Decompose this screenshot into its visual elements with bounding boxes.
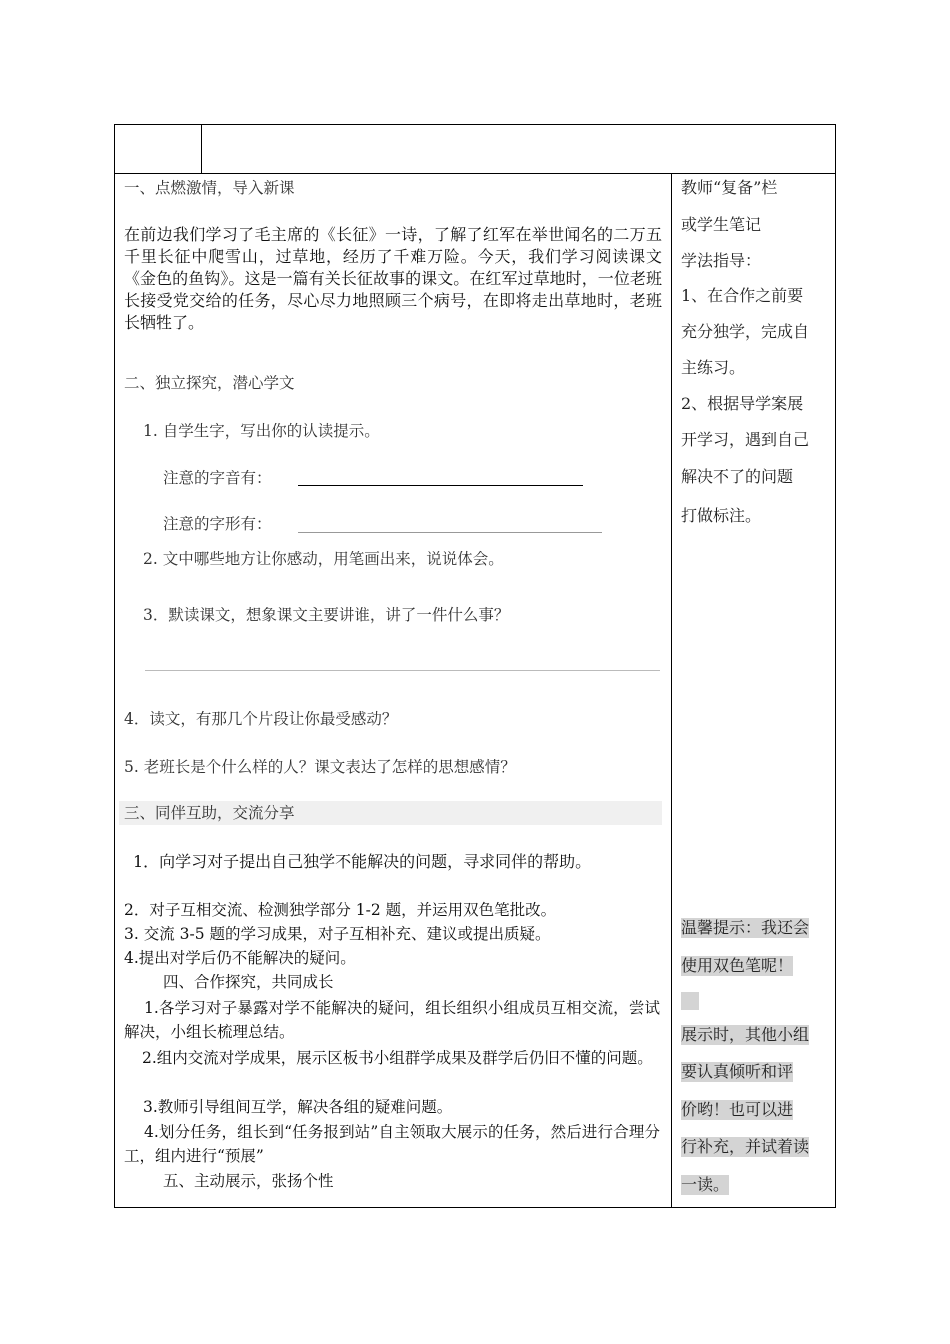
show-line-5: 一读。 <box>681 1175 730 1194</box>
sidebar-line-8: 开学习，遇到自己 <box>681 430 810 449</box>
section-3-item-3: 3. 交流 3-5 题的学习成果，对子互相补充、建议或提出质疑。 <box>124 925 551 943</box>
header-right-cell <box>206 128 826 168</box>
question-3: 3．默读课文，想象课文主要讲谁，讲了一件什么事？ <box>143 606 510 624</box>
question-1-shape-label: 注意的字形有： <box>163 515 272 533</box>
sidebar-line-7: 2、根据导学案展 <box>681 394 804 413</box>
table-border-right <box>835 124 836 1208</box>
table-border-left <box>114 124 115 1208</box>
question-3-answer-line[interactable] <box>145 670 660 671</box>
section-4-item-3: 3.教师引导组间互学，解决各组的疑难问题。 <box>143 1098 453 1116</box>
highlight-block <box>681 992 699 1010</box>
section-1-title: 一、点燃激情，导入新课 <box>124 179 295 197</box>
question-5: 5. 老班长是个什么样的人？课文表达了怎样的思想感情？ <box>124 758 516 776</box>
header-cell-divider <box>201 124 202 174</box>
section-4-item-2: 2.组内交流对学成果，展示区板书小组群学成果及群学后仍旧不懂的问题。 <box>142 1049 653 1067</box>
tip-line-2: 使用双色笔呢！ <box>681 956 794 975</box>
sidebar-line-9: 解决不了的问题 <box>681 467 794 486</box>
section-4-item-1: 1.各学习对子暴露对学不能解决的疑问，组长组织小组成员互相交流，尝试解决，小组长梳理总结。 <box>124 999 660 1041</box>
section-5-title: 五、主动展示，张扬个性 <box>163 1172 334 1190</box>
show-line-2: 要认真倾听和评 <box>681 1062 794 1081</box>
question-1-pronunciation-label: 注意的字音有： <box>163 469 272 487</box>
section-1-intro: 在前边我们学习了毛主席的《长征》一诗，了解了红军在举世闻名的二万五千里长征中爬雪山，过草地，经历了千难万险。今天，我们学习阅读课文《金色的鱼钩》。这是一篇有关长征故事的课文。在红军过草地时，一位老班长接受党交给的任务，尽心尽力地照顾三个病号，在即将走出草地时，老班长牺牲了。 <box>124 225 662 332</box>
section-4-title: 四、合作探究，共同成长 <box>163 973 334 991</box>
sidebar-line-3: 学法指导： <box>681 251 762 270</box>
sidebar-line-4: 1、在合作之前要 <box>681 286 804 305</box>
show-line-3: 价哟！也可以进 <box>681 1100 794 1119</box>
sidebar-line-6: 主练习。 <box>681 358 746 377</box>
question-1: 1. 自学生字，写出你的认读提示。 <box>143 422 380 440</box>
sidebar-line-2: 或学生笔记 <box>681 215 762 234</box>
section-4-item-4: 4.划分任务，组长到“任务报到站”自主领取大展示的任务，然后进行合理分工，组内进行“预展” <box>124 1123 660 1165</box>
tip-line-1: 温馨提示：我还会 <box>681 918 810 937</box>
section-3-item-2: 2．对子互相交流、检测独学部分 1-2 题，并运用双色笔批改。 <box>124 901 557 919</box>
shape-answer-line[interactable] <box>298 532 602 533</box>
question-2: 2. 文中哪些地方让你感动，用笔画出来，说说体会。 <box>143 550 504 568</box>
header-left-cell <box>116 128 196 168</box>
pronunciation-answer-line[interactable] <box>298 485 583 486</box>
table-border-top <box>114 124 836 125</box>
table-border-bottom <box>114 1207 836 1208</box>
show-line-4: 行补充，并试着读 <box>681 1137 810 1156</box>
section-3-item-1: 1．向学习对子提出自己独学不能解决的问题，寻求同伴的帮助。 <box>133 852 592 871</box>
sidebar-line-5: 充分独学，完成自 <box>681 322 810 341</box>
table-border-header-bottom <box>114 173 836 174</box>
section-3-item-4: 4.提出对学后仍不能解决的疑问。 <box>124 949 356 967</box>
question-4: 4．读文，有那几个片段让你最受感动？ <box>124 710 398 728</box>
section-3-title: 三、同伴互助，交流分享 <box>124 804 295 822</box>
sidebar-line-1: 教师“复备”栏 <box>681 178 778 197</box>
sidebar-line-10: 打做标注。 <box>681 506 762 525</box>
sidebar-divider <box>671 173 672 1208</box>
section-2-title: 二、独立探究，潜心学文 <box>124 374 295 392</box>
show-line-1: 展示时，其他小组 <box>681 1025 810 1044</box>
